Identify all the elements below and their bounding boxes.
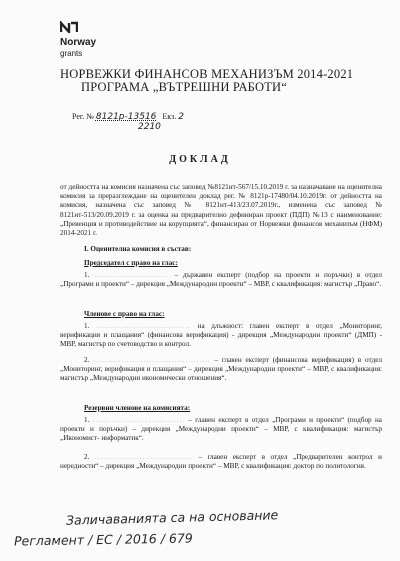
document-title: ДОКЛАД (169, 154, 231, 165)
member-1-num: 1. (84, 322, 90, 330)
reserve-heading (84, 404, 382, 413)
reserve-1-redacted: ................................. (92, 416, 186, 424)
registration-number: 8121р-13516 (95, 112, 157, 122)
member-2-text: – главен експерт (финансова верификация) в отдел „Мониторинг, верификация и плащания“ – дирекция „Международни проекти“ – МВР, с квалификация: магистър „Международни икономически отношения“. (60, 356, 383, 383)
registration-line (72, 112, 184, 132)
logo-sub: grants (60, 49, 83, 58)
member-1-paragraph (60, 322, 382, 350)
reserve-1-paragraph (60, 416, 382, 444)
chair-num: 1. (84, 271, 90, 279)
member-2-paragraph (60, 356, 382, 384)
handwritten-note-line-2: Регламент / ЕС / 2016 / 679 (13, 530, 193, 549)
members-heading (84, 310, 382, 319)
handwritten-note-line-1: Заличаванията са на основание (65, 507, 279, 528)
chair-text: – държавен експерт (подбор на проекти и поръчки) в отдел „Програми и проекти“ – дирекция „Международни проекти“ – МВР, с квалификация: магистър „Право“. (60, 271, 383, 289)
chair-heading (84, 259, 382, 268)
heading-line-2: ПРОГРАМА „ВЪТРЕШНИ РАБОТИ“ (81, 80, 287, 94)
chair-redacted: ........................... (94, 271, 170, 279)
copy-label: Екз. (162, 112, 177, 121)
norway-grants-logo (60, 20, 96, 58)
reserve-1-text: – главен експерт в отдел „Програми и проекти“ (подбор на проекти и поръчки) – дирекция „Международни проекти“ – МВР, с квалификация: магистър „Икономист- информатик“. (60, 416, 383, 443)
chair-paragraph (60, 271, 382, 289)
section-heading: I. Оценителна комисия в състав: (84, 245, 192, 253)
heading-line-1: НОРВЕЖКИ ФИНАНСОВ МЕХАНИЗЪМ 2014-2021 (60, 67, 354, 81)
norway-grants-logo-icon (60, 21, 78, 33)
member-1-text: на длъжност: главен експерт в отдел „Мониторинг, верификация и плащания“ (финансова верификация) - дирекция „Международни проекти“ (ДМП) - МВР, магистър по счетоводство и контрол. (60, 322, 383, 349)
member-2-num: 2. (84, 356, 90, 364)
members-heading-text: Членове с право на глас: (84, 310, 165, 318)
logo-brand: Norway (60, 37, 97, 48)
member-1-redacted: .................................. (95, 322, 192, 330)
reserve-2-paragraph (60, 453, 382, 471)
reserve-heading-text: Резервни членове на комисията: (84, 404, 191, 412)
registration-label: Рег. № (72, 112, 94, 121)
copy-number: 2 (178, 112, 184, 122)
intro-paragraph: от дейността на комисия назначена със заповед №8121нт-567/15.10.2019 г. за назначаване на оценителна комисия за преразглеждане на оценителен доклад рег. № 8121р-17480/04.10.2019г. от дейността на комисия, назначена със заповед № 8121нт-413/23.07.2019г., изменена със заповед № 8121нт-513/20.09.2019 г. за оценка на предварително дефиниран проект (ПДП) №13 с наименование: „Превенция и противодействие на корупцията“, финансиран от Норвежки финансов механизъм (НФМ) 2014-2021 г. (60, 183, 382, 238)
reserve-2-redacted: ................................... (94, 453, 193, 461)
registration-extra: 2210 (138, 122, 161, 132)
reserve-1-num: 1. (84, 416, 90, 424)
member-2-redacted: .......................................... (93, 356, 211, 364)
reserve-2-text: – главен експерт в отдел „Предварителен контрол и нередности“ – дирекция „Международни проекти“ – МВР, с квалификация: доктор по политология. (60, 453, 383, 471)
chair-heading-text: Председател с право на глас: (84, 259, 178, 267)
reserve-2-num: 2. (84, 453, 90, 461)
